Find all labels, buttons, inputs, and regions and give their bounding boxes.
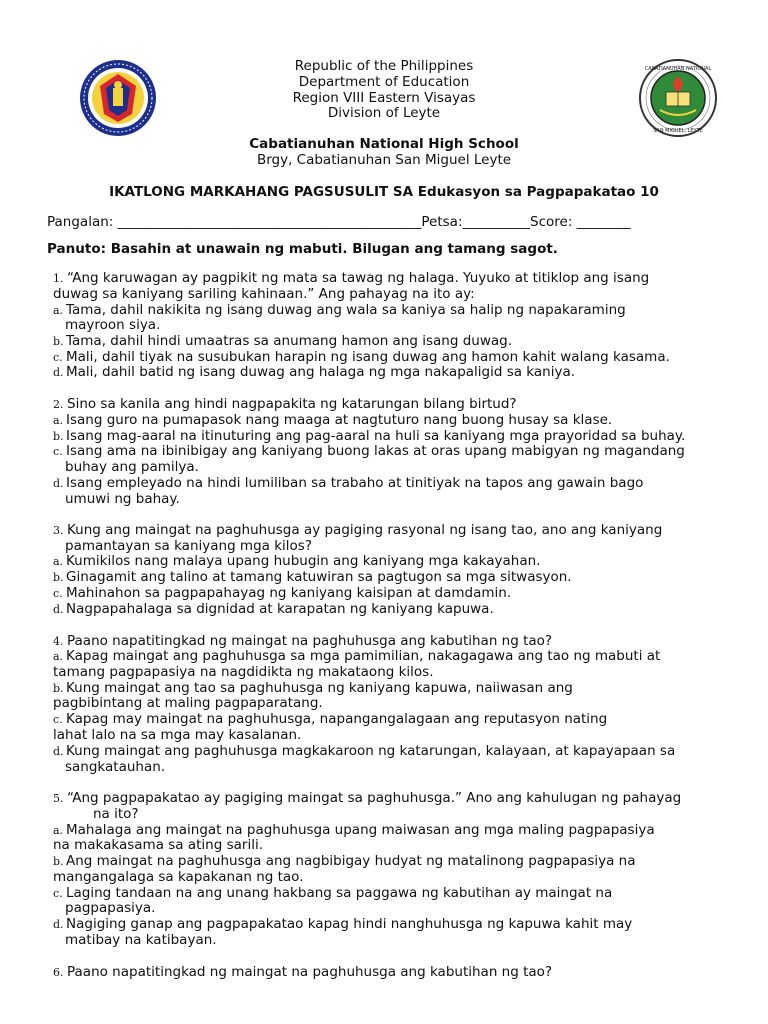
- answer-option-continued: mayroon siya.: [65, 317, 161, 333]
- option-text: Tama, dahil hindi umaatras sa anumang hamon ang isang duwag.: [66, 333, 513, 349]
- question-number: 4.: [53, 635, 67, 648]
- answer-option-continued: na makakasama sa ating sarili.: [53, 837, 264, 853]
- score-field[interactable]: ________: [576, 214, 631, 230]
- option-text: Mali, dahil tiyak na susubukan harapin ng isang duwag ang hamon kahit walang kasama.: [66, 349, 670, 365]
- option-letter: d.: [53, 603, 64, 616]
- answer-option[interactable]: [53, 585, 511, 602]
- question-number: 6.: [53, 966, 67, 979]
- answer-option[interactable]: [53, 412, 612, 429]
- answer-option[interactable]: [53, 601, 494, 618]
- option-letter: d.: [53, 745, 64, 758]
- instructions: Panuto: Basahin at unawain ng mabuti. Bilugan ang tamang sagot.: [47, 241, 558, 257]
- option-letter: b.: [53, 571, 64, 584]
- answer-option[interactable]: [53, 648, 660, 665]
- answer-option[interactable]: [53, 916, 632, 933]
- option-text: Mahinahon sa pagpapahayag ng kaniyang kaisipan at damdamin.: [66, 585, 512, 601]
- option-text: Kung maingat ang tao sa paghuhusga ng kaniyang kapuwa, naiiwasan ang: [66, 680, 573, 696]
- question-text: [53, 790, 681, 807]
- option-letter: d.: [53, 366, 64, 379]
- answer-option[interactable]: [53, 553, 540, 570]
- option-text: Nagpapahalaga sa dignidad at karapatan ng kaniyang kapuwa.: [66, 601, 494, 617]
- question-number: 1.: [53, 272, 67, 285]
- exam-title: IKATLONG MARKAHANG PAGSUSULIT SA Edukasyon sa Pagpapakatao 10: [109, 184, 659, 200]
- date-label: Petsa:: [421, 214, 463, 230]
- option-letter: a.: [53, 824, 64, 837]
- header-department: Department of Education: [298, 74, 470, 90]
- option-letter: c.: [53, 445, 63, 458]
- svg-text:CABATIANUHAN NATIONAL: CABATIANUHAN NATIONAL: [644, 66, 712, 72]
- option-letter: a.: [53, 304, 64, 317]
- option-text: Isang empleyado na hindi lumiliban sa trabaho at tinitiyak na tapos ang gawain bago: [66, 475, 644, 491]
- question-line: Sino sa kanila ang hindi nagpapakita ng katarungan bilang birtud?: [67, 396, 517, 412]
- option-letter: c.: [53, 351, 63, 364]
- option-text: Ginagamit ang talino at tamang katuwiran sa pagtugon sa mga sitwasyon.: [66, 569, 572, 585]
- question-line: “Ang pagpapakatao ay pagiging maingat sa paghuhusga.” Ano ang kahulugan ng pahayag: [67, 790, 682, 806]
- question-number: 5.: [53, 792, 67, 805]
- answer-option-continued: lahat lalo na sa mga may kasalanan.: [53, 727, 302, 743]
- option-text: Laging tandaan na ang unang hakbang sa paggawa ng kabutihan ay maingat na: [66, 885, 613, 901]
- option-letter: d.: [53, 477, 64, 490]
- option-letter: a.: [53, 414, 64, 427]
- answer-option[interactable]: [53, 333, 512, 350]
- option-text: Mali, dahil batid ng isang duwag ang halaga ng mga nakapaligid sa kaniya.: [66, 364, 576, 380]
- question-line: “Ang karuwagan ay pagpikit ng mata sa tawag ng halaga. Yuyuko at titiklop ang isang: [67, 270, 650, 286]
- name-field[interactable]: _____________________________________________: [117, 214, 422, 230]
- answer-option-continued: sangkatauhan.: [65, 759, 166, 775]
- answer-option-continued: matibay na katibayan.: [65, 932, 217, 948]
- option-text: Mahalaga ang maingat na paghuhusga upang maiwasan ang mga maling pagpapasiya: [66, 822, 655, 838]
- option-letter: c.: [53, 713, 63, 726]
- option-letter: b.: [53, 682, 64, 695]
- option-text: Kumikilos nang malaya upang hubugin ang kaniyang mga kakayahan.: [66, 553, 541, 569]
- answer-option[interactable]: [53, 443, 685, 460]
- date-field[interactable]: __________: [462, 214, 531, 230]
- question-text: [53, 522, 662, 539]
- question-text: [53, 396, 517, 413]
- answer-option[interactable]: [53, 475, 643, 492]
- option-letter: b.: [53, 430, 64, 443]
- answer-option-continued: buhay ang pamilya.: [65, 459, 199, 475]
- question-line: Paano napatitingkad ng maingat na paghuhusga ang kabutihan ng tao?: [67, 633, 553, 649]
- header-country: Republic of the Philippines: [294, 58, 474, 74]
- school-name: Cabatianuhan National High School: [249, 136, 519, 152]
- header-division: Division of Leyte: [327, 105, 441, 121]
- option-text: Isang guro na pumapasok nang maaga at nagtuturo nang buong husay sa klase.: [66, 412, 613, 428]
- option-text: Tama, dahil nakikita ng isang duwag ang wala sa kaniya sa halip ng napakaraming: [66, 302, 626, 318]
- question-number: 2.: [53, 398, 67, 411]
- option-letter: b.: [53, 855, 64, 868]
- answer-option-continued: tamang pagpapasiya na nagdidikta ng makataong kilos.: [53, 664, 434, 680]
- option-text: Isang mag-aaral na itinuturing ang pag-aaral na huli sa kaniyang mga prayoridad sa buhay.: [66, 428, 686, 444]
- question-text: pamantayan sa kaniyang mga kilos?: [65, 538, 312, 554]
- option-letter: a.: [53, 555, 64, 568]
- option-text: Nagiging ganap ang pagpapakatao kapag hindi nanghuhusga ng kapuwa kahit may: [66, 916, 633, 932]
- score-label: Score:: [530, 214, 573, 230]
- name-label: Pangalan:: [47, 214, 114, 230]
- option-text: Ang maingat na paghuhusga ang nagbibigay hudyat ng matalinong pagpapasiya na: [66, 853, 636, 869]
- question-text: [53, 270, 649, 287]
- option-letter: a.: [53, 650, 64, 663]
- school-address: Brgy, Cabatianuhan San Miguel Leyte: [256, 152, 512, 168]
- question-line: Paano napatitingkad ng maingat na paghuhusga ang kabutihan ng tao?: [67, 964, 553, 980]
- answer-option-continued: pagbibintang at maling pagpaparatang.: [53, 695, 323, 711]
- option-text: Kapag maingat ang paghuhusga sa mga pamimilian, nakagagawa ang tao ng mabuti at: [66, 648, 661, 664]
- question-number: 3.: [53, 524, 67, 537]
- answer-option[interactable]: [53, 711, 607, 728]
- option-text: Isang ama na ibinibigay ang kaniyang buong lakas at oras upang mabigyan ng magandang: [66, 443, 685, 459]
- header-region: Region VIII Eastern Visayas: [292, 90, 476, 106]
- svg-text:SAN MIGUEL, LEYTE: SAN MIGUEL, LEYTE: [653, 128, 703, 134]
- answer-option-continued: mangangalaga sa kapakanan ng tao.: [53, 869, 304, 885]
- question-text: na ito?: [93, 806, 139, 822]
- answer-option[interactable]: [53, 364, 575, 381]
- option-letter: b.: [53, 335, 64, 348]
- answer-option[interactable]: [53, 853, 636, 870]
- option-text: Kung maingat ang paghuhusga magkakaroon ng katarungan, kalayaan, at kapayapaan sa: [66, 743, 676, 759]
- student-info-line: [47, 214, 631, 230]
- question-line: Kung ang maingat na paghuhusga ay pagiging rasyonal ng isang tao, ano ang kaniyang: [67, 522, 663, 538]
- answer-option-continued: umuwi ng bahay.: [65, 491, 180, 507]
- option-letter: d.: [53, 918, 64, 931]
- question-text: duwag sa kaniyang sariling kahinaan.” Ang pahayag na ito ay:: [53, 286, 475, 302]
- option-letter: c.: [53, 587, 63, 600]
- question-text: [53, 964, 552, 981]
- option-text: Kapag may maingat na paghuhusga, napangangalagaan ang reputasyon nating: [66, 711, 608, 727]
- option-letter: c.: [53, 887, 63, 900]
- answer-option[interactable]: [53, 569, 572, 586]
- answer-option[interactable]: [53, 743, 675, 760]
- answer-option-continued: pagpapasiya.: [65, 900, 156, 916]
